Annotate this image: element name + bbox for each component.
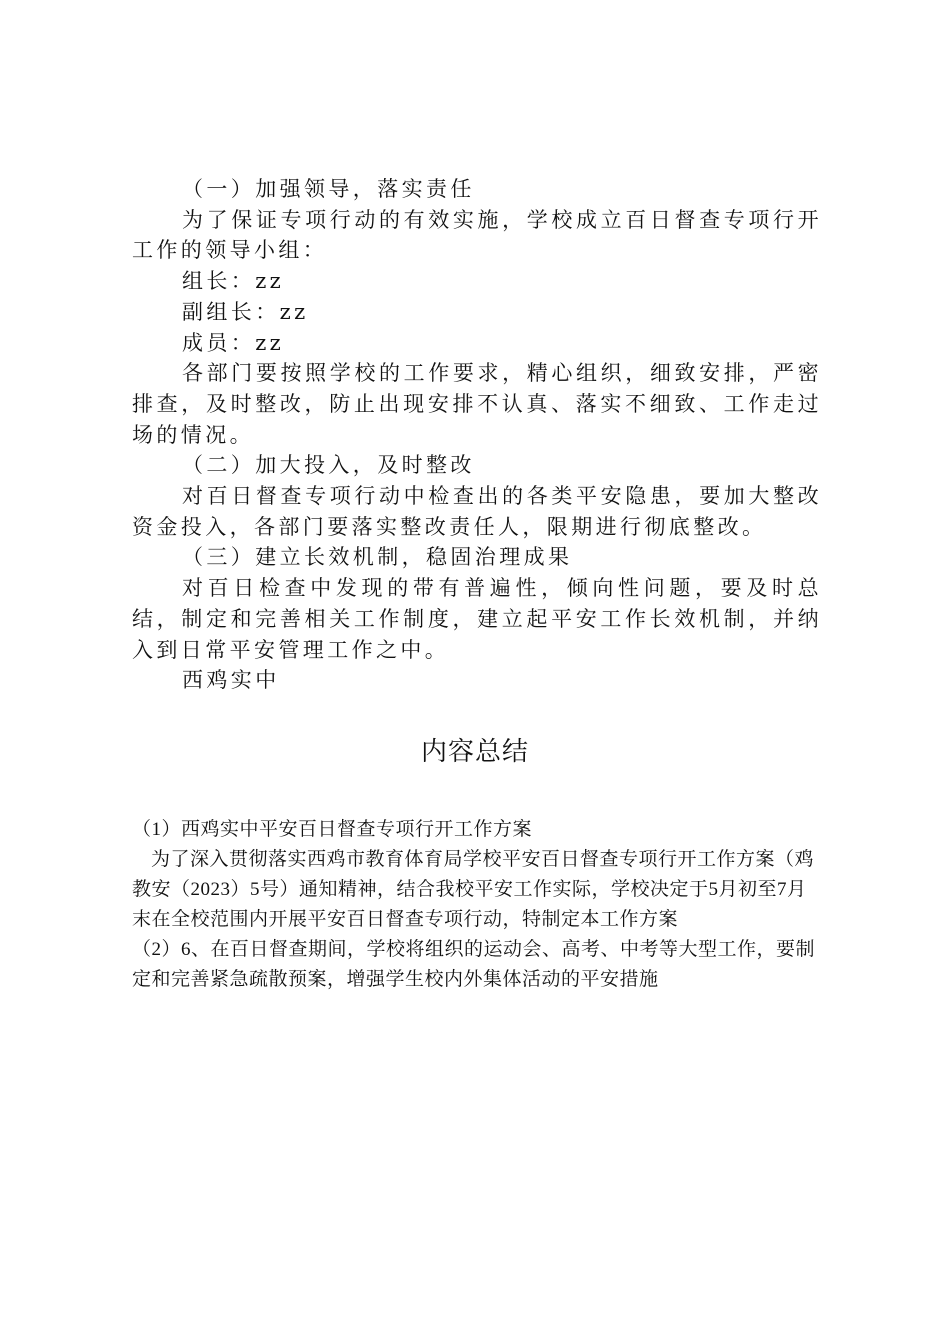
- signature-school: 西鸡实中: [182, 668, 280, 693]
- summary-line-2: 为了深入贯彻落实西鸡市教育体育局学校平安百日督查专项行开工作方案（鸡教安（2023）5号）通知精神，结合我校平安工作实际，学校决定于5月初至7月末在全校范围内开展平安百日督查专项行动，特制定本工作方案: [132, 849, 815, 930]
- summary-line-1: （1）西鸡实中平安百日督查专项行开工作方案: [132, 819, 533, 840]
- group-deputy-leader: 副组长：zz: [182, 299, 309, 324]
- summary-line-3: （2）6、在百日督查期间，学校将组织的运动会、高考、中考等大型工作，要制定和完善紧急疏散预案，增强学生校内外集体活动的平安措施: [132, 939, 816, 990]
- paragraph-rectification: 对百日督查专项行动中检查出的各类平安隐患，要加大整改资金投入，各部门要落实整改责任人，限期进行彻底整改。: [132, 484, 822, 539]
- summary-title: 内容总结: [420, 737, 529, 767]
- group-leader: 组长：zz: [182, 269, 285, 294]
- section-heading-3: （三）建立长效机制，稳固治理成果: [182, 545, 573, 570]
- section-heading-1: （一）加强领导，落实责任: [182, 177, 475, 201]
- section-heading-2: （二）加大投入，及时整改: [182, 453, 475, 478]
- summary-body: [132, 815, 824, 995]
- paragraph-long-term-mechanism: 对百日检查中发现的带有普遍性，倾向性问题，要及时总结，制定和完善相关工作制度，建立起平安工作长效机制，并纳入到日常平安管理工作之中。: [132, 576, 822, 662]
- paragraph-departments: 各部门要按照学校的工作要求，精心组织，细致安排，严密排查，及时整改，防止出现安排不认真、落实不细致、工作走过场的情况。: [132, 361, 822, 447]
- group-members: 成员：zz: [182, 330, 285, 355]
- paragraph-leadership-group: 为了保证专项行动的有效实施，学校成立百日督查专项行开工作的领导小组：: [132, 207, 822, 263]
- body-text: [132, 174, 822, 696]
